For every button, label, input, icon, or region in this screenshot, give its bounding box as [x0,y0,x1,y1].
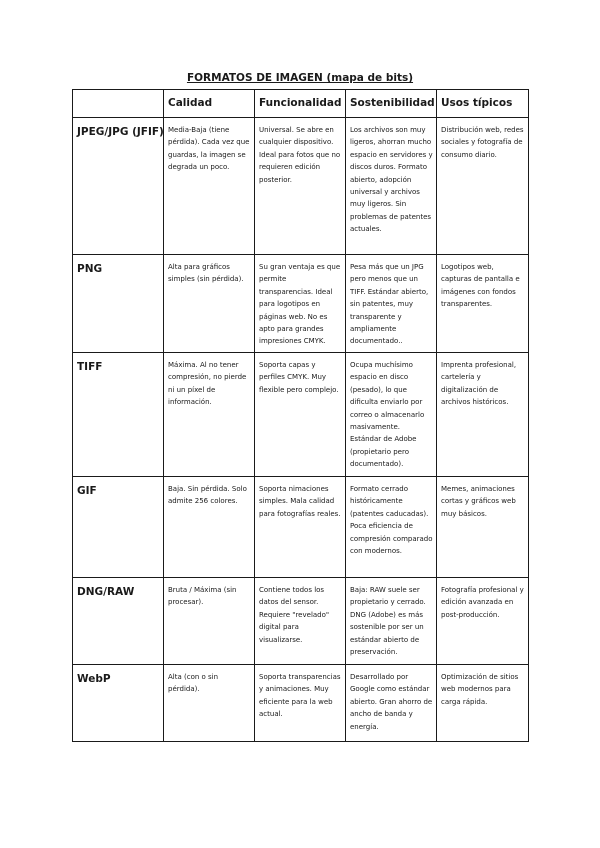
format-name-cell: DNG/RAW [73,578,164,665]
funcionalidad-cell: Universal. Se abre en cualquier dispositivo. Ideal para fotos que no requieren edición posterior. [255,118,346,255]
usos-cell: Fotografía profesional y edición avanzada en post-producción. [437,578,529,665]
calidad-cell: Media-Baja (tiene pérdida). Cada vez que guardas, la imagen se degrada un poco. [164,118,255,255]
header-calidad: Calidad [164,90,255,118]
table-row [73,353,529,477]
sostenibilidad-cell: Ocupa muchísimo espacio en disco (pesado), lo que dificulta enviarlo por correo o almacenarlo masivamente. Estándar de Adobe (propietario pero documentado). [346,353,437,477]
formats-table [72,89,529,742]
calidad-cell: Máxima. Al no tener compresión, no pierde ni un píxel de información. [164,353,255,477]
funcionalidad-cell: Soporta nimaciones simples. Mala calidad para fotografías reales. [255,477,346,578]
funcionalidad-cell: Soporta transparencias y animaciones. Muy eficiente para la web actual. [255,665,346,742]
table-row [73,118,529,255]
header-funcionalidad: Funcionalidad [255,90,346,118]
calidad-cell: Bruta / Máxima (sin procesar). [164,578,255,665]
table-row [73,255,529,353]
usos-cell: Optimización de sitios web modernos para carga rápida. [437,665,529,742]
sostenibilidad-cell: Baja: RAW suele ser propietario y cerrado. DNG (Adobe) es más sostenible por ser un estándar abierto de preservación. [346,578,437,665]
format-name-cell: GIF [73,477,164,578]
sostenibilidad-cell: Los archivos son muy ligeros, ahorran mucho espacio en servidores y discos duros. Formato abierto, adopción universal y archivos muy ligeros. Sin problemas de patentes actuales. [346,118,437,255]
funcionalidad-cell: Su gran ventaja es que permite transparencias. Ideal para logotipos en páginas web. No es apto para grandes impresiones CMYK. [255,255,346,353]
sostenibilidad-cell: Formato cerrado históricamente (patentes caducadas). Poca eficiencia de compresión comparado con modernos. [346,477,437,578]
funcionalidad-cell: Soporta capas y perfiles CMYK. Muy flexible pero complejo. [255,353,346,477]
calidad-cell: Alta (con o sin pérdida). [164,665,255,742]
usos-cell: Memes, animaciones cortas y gráficos web muy básicos. [437,477,529,578]
header-sostenibilidad: Sostenibilidad [346,90,437,118]
usos-cell: Logotipos web, capturas de pantalla e imágenes con fondos transparentes. [437,255,529,353]
table-row [73,578,529,665]
format-name-cell: JPEG/JPG (JFIF) [73,118,164,255]
table-row [73,665,529,742]
usos-cell: Distribución web, redes sociales y fotografía de consumo diario. [437,118,529,255]
document-title: FORMATOS DE IMAGEN (mapa de bits) [186,72,414,84]
calidad-cell: Alta para gráficos simples (sin pérdida). [164,255,255,353]
sostenibilidad-cell: Desarrollado por Google como estándar abierto. Gran ahorro de ancho de banda y energía. [346,665,437,742]
funcionalidad-cell: Contiene todos los datos del sensor. Requiere "revelado" digital para visualizarse. [255,578,346,665]
usos-cell: Imprenta profesional, cartelería y digitalización de archivos históricos. [437,353,529,477]
format-name-cell: TIFF [73,353,164,477]
table-header-row [73,90,529,118]
format-name-cell: PNG [73,255,164,353]
table-row [73,477,529,578]
sostenibilidad-cell: Pesa más que un JPG pero menos que un TIFF. Estándar abierto, sin patentes, muy transparente y ampliamente documentado.. [346,255,437,353]
header-usos-tipicos: Usos típicos [437,90,529,118]
format-name-cell: WebP [73,665,164,742]
calidad-cell: Baja. Sin pérdida. Solo admite 256 colores. [164,477,255,578]
header-empty-cell [73,90,164,118]
